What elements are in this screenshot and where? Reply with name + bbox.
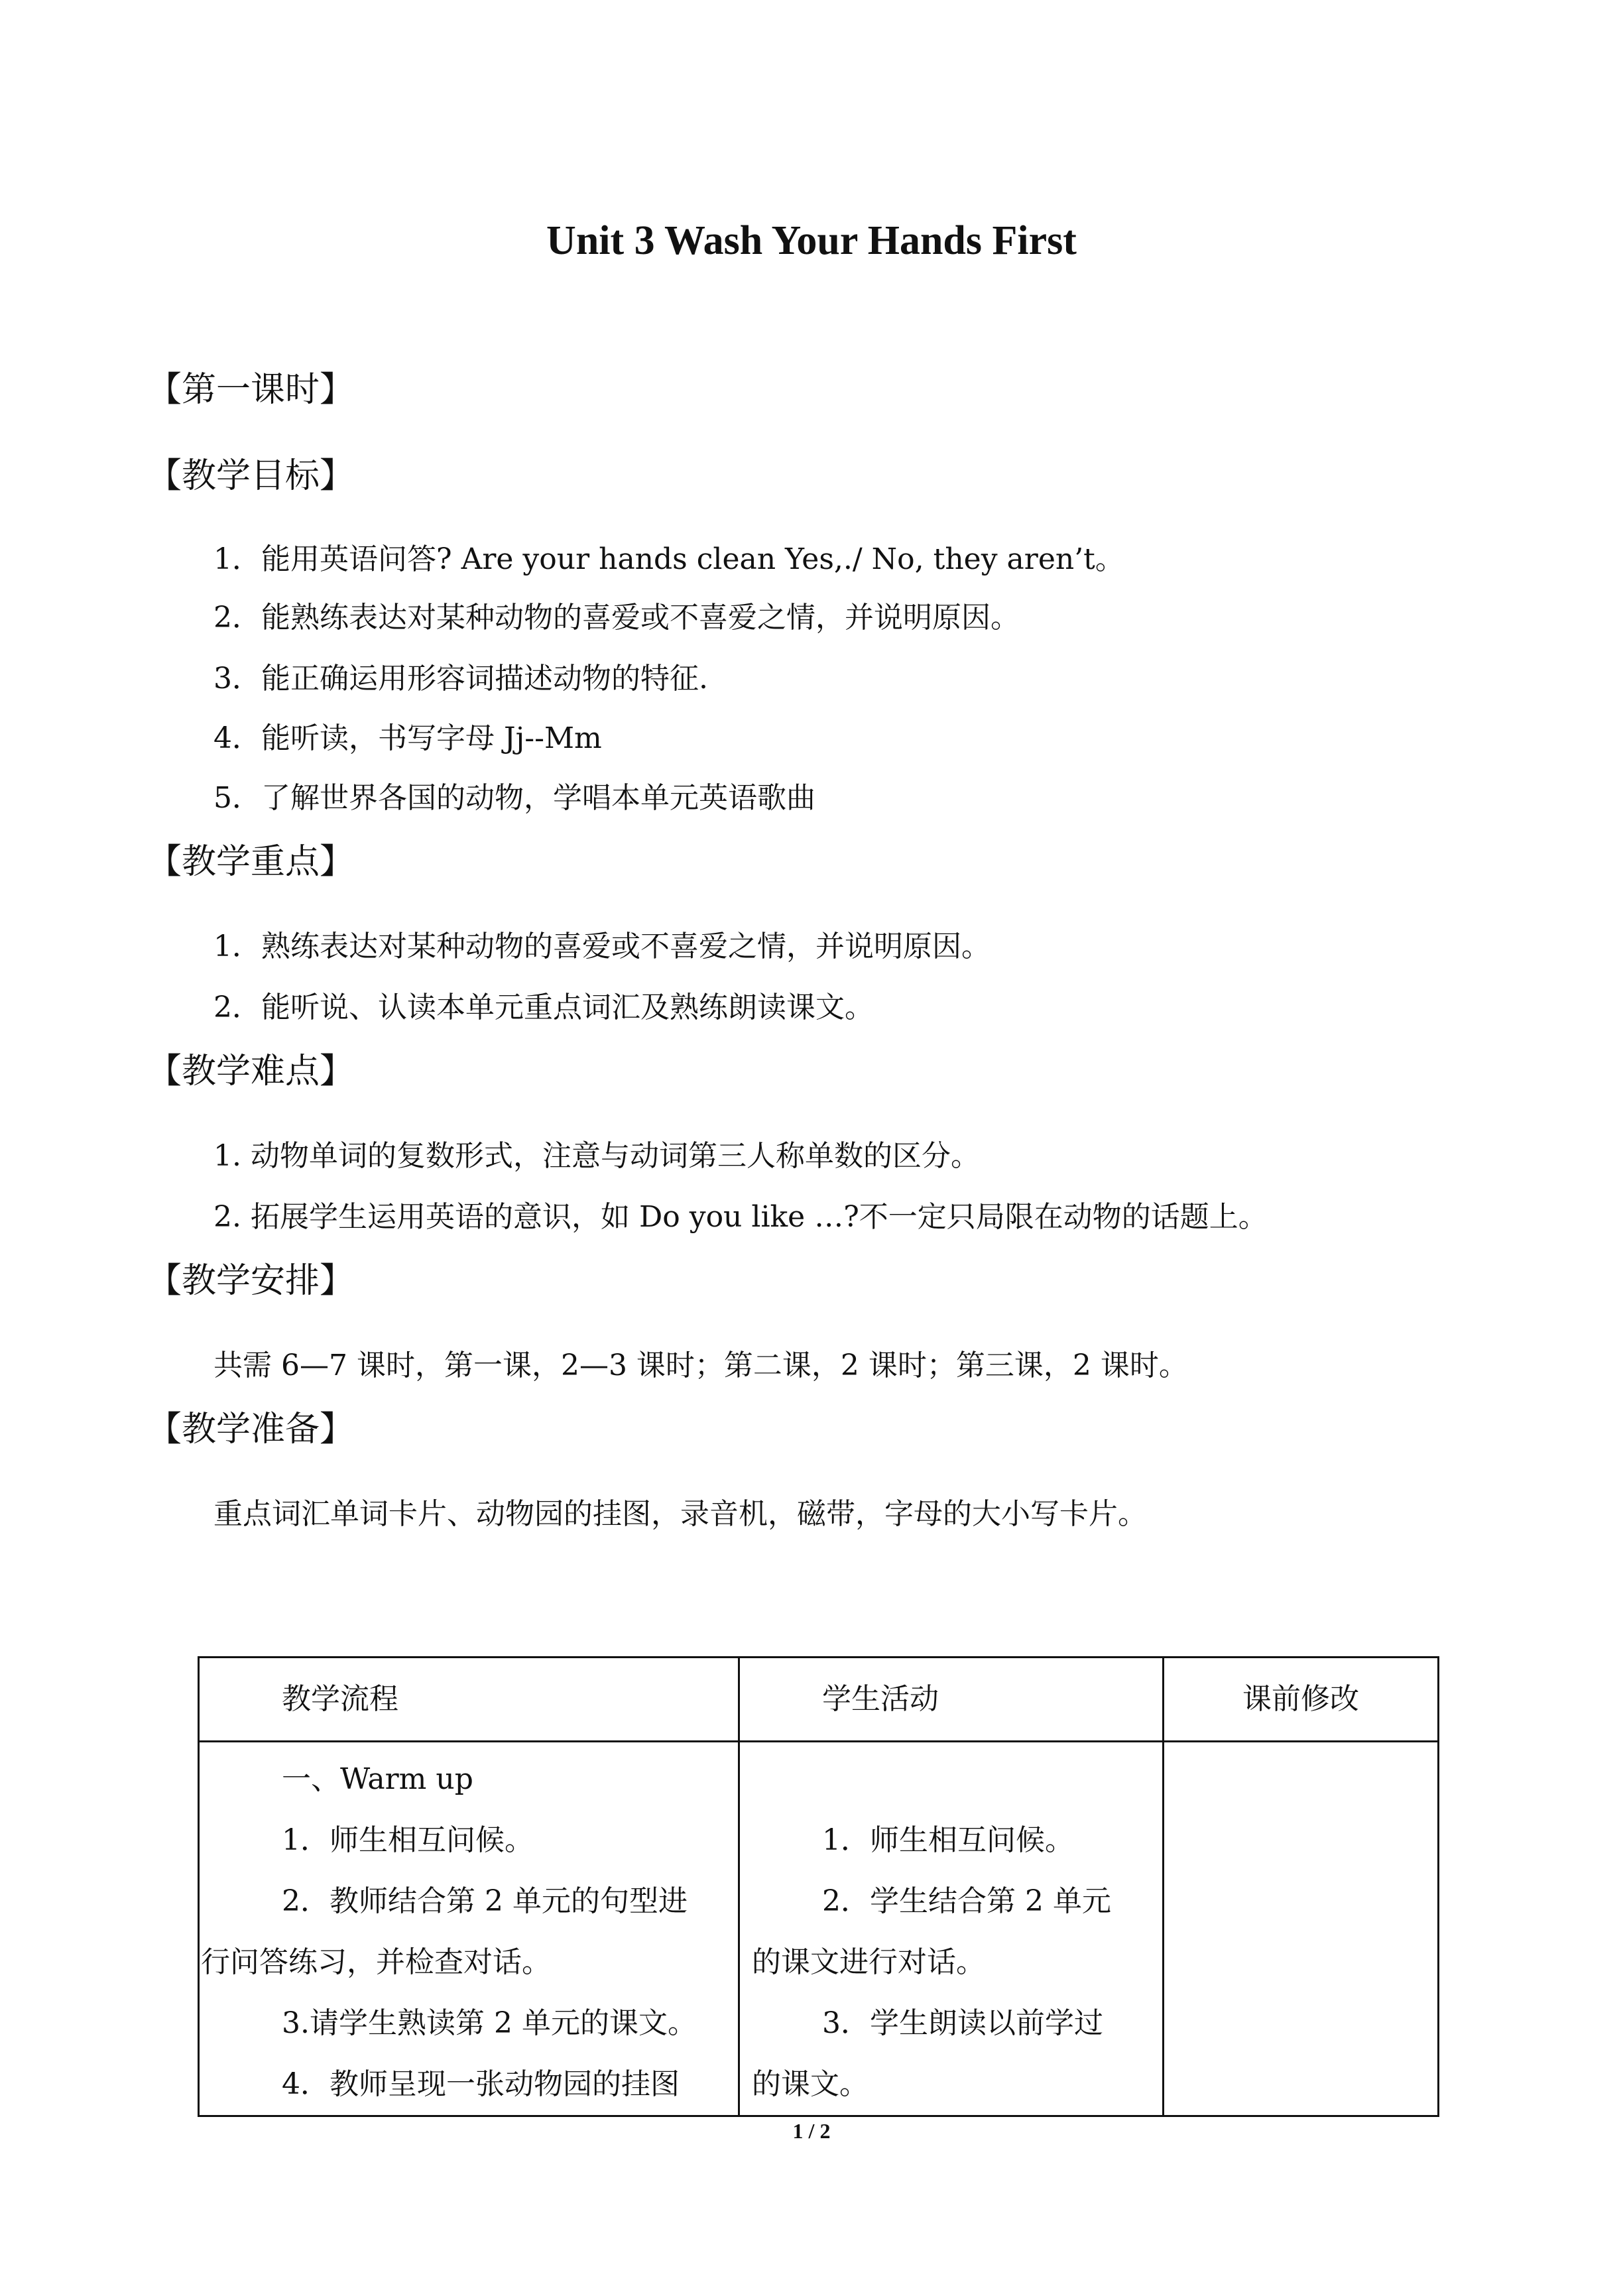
objective-item: 4．能听读，书写字母 Jj--Mm <box>213 721 602 755</box>
table-header-row <box>199 1658 1439 1742</box>
difficulty-item: 2. 拓展学生运用英语的意识，如 Do you like …?不一定只局限在动物的话题上。 <box>213 1200 1268 1234</box>
activity-line: 1．师生相互问候。 <box>822 1823 1074 1857</box>
process-line: 3.请学生熟读第 2 单元的课文。 <box>282 2006 697 2040</box>
key-point-item: 1．熟练表达对某种动物的喜爱或不喜爱之情，并说明原因。 <box>213 930 991 963</box>
schedule-text: 共需 6—7 课时，第一课，2—3 课时；第二课，2 课时；第三课，2 课时。 <box>213 1349 1188 1382</box>
header-teaching-process: 教学流程 <box>199 1658 739 1742</box>
section-heading-objectives: 【教学目标】 <box>147 456 355 496</box>
header-revision: 课前修改 <box>1164 1658 1439 1742</box>
header-student-activity: 学生活动 <box>739 1658 1164 1742</box>
section-heading-schedule: 【教学安排】 <box>147 1261 355 1301</box>
preparation-text: 重点词汇单词卡片、动物园的挂图，录音机，磁带，字母的大小写卡片。 <box>213 1497 1147 1531</box>
process-line: 2．教师结合第 2 单元的句型进 <box>282 1884 688 1918</box>
page-number: 1 / 2 <box>792 2119 831 2143</box>
activity-line <box>740 1749 1150 1810</box>
process-line: 4．教师呈现一张动物园的挂图 <box>282 2067 680 2101</box>
process-line: 行问答练习，并检查对话。 <box>201 1945 551 1979</box>
activity-line: 3．学生朗读以前学过 <box>822 2006 1103 2040</box>
lesson-plan-table <box>198 1656 1439 2117</box>
objective-item: 3．能正确运用形容词描述动物的特征. <box>213 662 708 695</box>
objective-item: 1．能用英语问答? Are your hands clean Yes,./ No, they aren’t。 <box>213 542 1124 576</box>
activity-line: 的课文。 <box>752 2067 869 2101</box>
section-heading-preparation: 【教学准备】 <box>147 1410 355 1449</box>
cell-revision <box>1164 1742 1439 2116</box>
objective-item: 5．了解世界各国的动物，学唱本单元英语歌曲 <box>213 781 815 815</box>
section-heading-lesson: 【第一课时】 <box>147 370 355 410</box>
document-title: Unit 3 Wash Your Hands First <box>546 218 1077 263</box>
key-point-item: 2．能听说、认读本单元重点词汇及熟练朗读课文。 <box>213 991 874 1024</box>
activity-line: 的课文进行对话。 <box>752 1945 985 1979</box>
table-row <box>199 1742 1439 2116</box>
activity-line: 2．学生结合第 2 单元 <box>822 1884 1111 1918</box>
difficulty-item: 1. 动物单词的复数形式，注意与动词第三人称单数的区分。 <box>213 1139 980 1173</box>
objective-item: 2．能熟练表达对某种动物的喜爱或不喜爱之情，并说明原因。 <box>213 601 1020 634</box>
process-line: 1．师生相互问候。 <box>282 1823 534 1857</box>
process-line: 一、Warm up <box>282 1762 473 1796</box>
section-heading-key-points: 【教学重点】 <box>147 842 355 882</box>
cell-student-activity <box>739 1742 1164 2116</box>
section-heading-difficulties: 【教学难点】 <box>147 1052 355 1091</box>
cell-teaching-process <box>199 1742 739 2116</box>
